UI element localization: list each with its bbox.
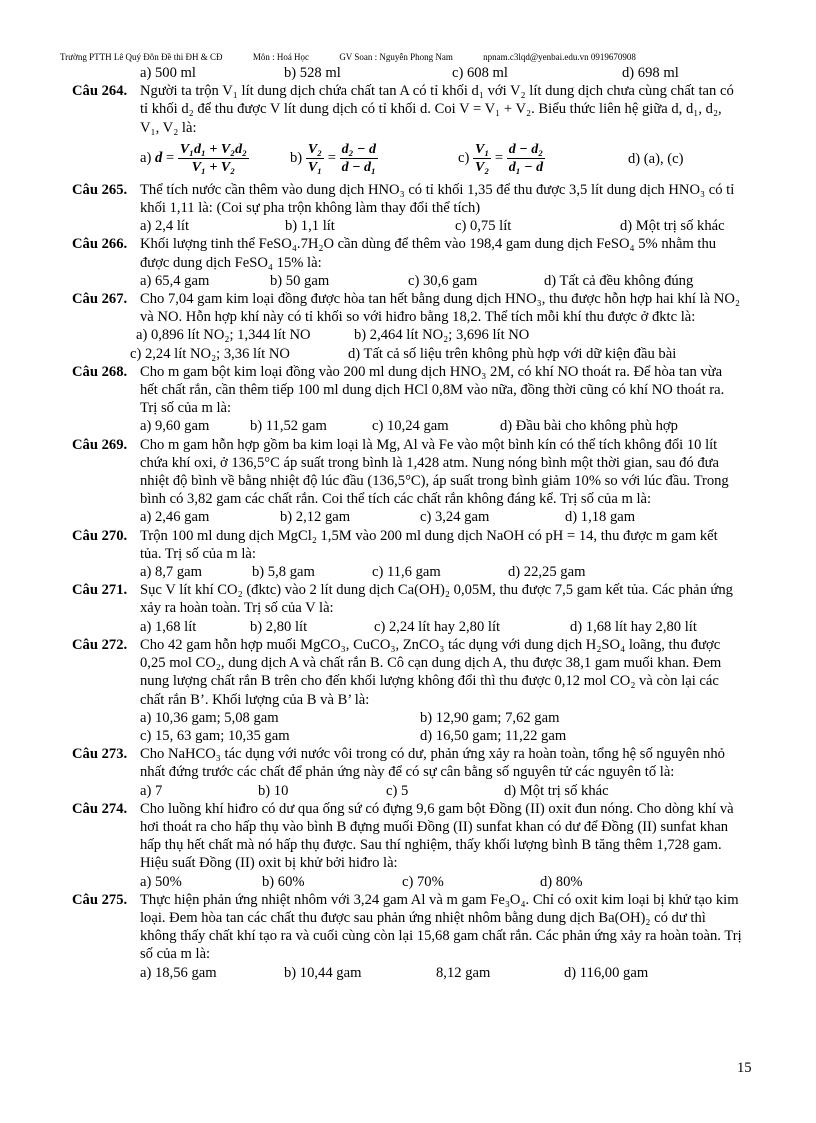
option-a: a) 0,896 lít NO₂; 1,344 lít NO (136, 327, 311, 344)
question-number: Câu 272. (72, 636, 128, 653)
option-d: d) Tất cả số liệu trên không phù hợp với dữ kiện đầu bài (348, 345, 677, 362)
question-number: Câu 274. (72, 800, 128, 817)
option: a) 500 ml (140, 65, 196, 81)
option: b) 2,12 gam (280, 509, 351, 526)
option: a) 9,60 gam (140, 418, 210, 435)
question-text: Cho m gam bột kim loại đồng vào 200 ml dung dịch HNO₃ 2M, có khí NO thoát ra. Để hòa tan vừa hết chất rắn, cần thêm tiếp 100 ml dung dịch HCl 0,8M vào nữa, đồng thời cũng có khí NO thoát ra. Trị số của m là: (140, 363, 725, 417)
question-267 (72, 290, 742, 326)
options-row (140, 137, 742, 181)
option: b) 11,52 gam (250, 418, 327, 435)
option: d) 1,18 gam (565, 509, 636, 526)
option-b: b) 2,464 lít NO₂; 3,696 lít NO (354, 327, 530, 344)
question-273 (72, 745, 742, 800)
question-number: Câu 268. (72, 363, 128, 380)
option-c: c) 15, 63 gam; 10,35 gam (140, 727, 290, 744)
option: d) 22,25 gam (508, 564, 586, 581)
option: b) 10,44 gam (284, 964, 362, 981)
options-row (140, 727, 742, 745)
option: a) 50% (140, 873, 182, 890)
question-text: Cho luồng khí hiđro có dư qua ống sứ có đựng 9,6 gam bột Đồng (II) oxit đun nóng. Cho dòng khí và hơi thoát ra cho hấp thụ vào bình B đựng muối Đồng (II) sunfat khan có dư để Đồng (II) sunfat khan hấp thụ hết chất mà nó hấp thụ được. Sau thí nghiệm, thấy khối lượng bình B tăng thêm 1,728 gam. Hiệu suất Đồng (II) oxit bị khử bởi hiđro là: (140, 800, 734, 872)
option: a) 2,46 gam (140, 509, 210, 526)
question-268 (72, 363, 742, 436)
question-271 (72, 581, 742, 636)
option-d: d) (a), (c) (628, 150, 684, 167)
option: c) 3,24 gam (420, 509, 490, 526)
option: b) 5,8 gam (252, 564, 315, 581)
options-row (140, 64, 742, 82)
option: b) 10 (258, 782, 289, 799)
header-contact: npnam.c3lqd@yenbai.edu.vn 0919670908 (483, 52, 636, 62)
question-number: Câu 267. (72, 291, 128, 308)
question-text: Khối lượng tinh thể FeSO₄.7H₂O cần dùng để thêm vào 198,4 gam dung dịch FeSO₄ 5% nhằm thu được dung dịch FeSO₄ 15% là: (140, 236, 717, 271)
options-row (130, 345, 742, 363)
question-text: Thực hiện phản ứng nhiệt nhôm với 3,24 gam Al và m gam Fe₃O₄. Chỉ có oxit kim loại bị khử tạo kim loại. Đem hòa tan các chất thu được sau phản ứng nhiệt nhôm bằng dung dịch Ba(OH)₂ có dư thì không thấy chất khí tạo ra và cuối cùng còn lại 15,68 gam chất rắn. Các phản ứng xảy ra hoàn toàn. Trị số của m là: (140, 891, 742, 963)
question-272 (72, 636, 742, 745)
question-265 (72, 181, 742, 236)
option: b) 50 gam (270, 272, 330, 289)
option: d) Đầu bài cho không phù hợp (500, 418, 678, 435)
options-row (140, 782, 742, 800)
question-270 (72, 527, 742, 582)
question-number: Câu 273. (72, 746, 128, 763)
options-row (140, 563, 742, 581)
question-text: Sục V lít khí CO₂ (đktc) vào 2 lít dung dịch Ca(OH)₂ 0,05M, thu được 7,5 gam kết tủa. Các phản ứng xảy ra hoàn toàn. Trị số của V là: (140, 582, 733, 617)
header-school: Trường PTTH Lê Quý Đôn Đề thi ĐH & CĐ (60, 52, 223, 62)
options-row (136, 326, 742, 344)
option: c) 5 (386, 782, 409, 799)
option: c) 30,6 gam (408, 272, 478, 289)
question-text: Thể tích nước cần thêm vào dung dịch HNO₃ có tỉ khối 1,35 để thu được 3,5 lít dung dịch HNO₃ có tỉ khối 1,11 là: (Coi sự pha trộn không làm thay đổi thể tích) (140, 181, 735, 217)
question-269 (72, 436, 742, 527)
option: a) 18,56 gam (140, 964, 217, 981)
option: c) 0,75 lít (455, 218, 512, 235)
header-author: GV Soan : Nguyễn Phong Nam (339, 52, 453, 62)
question-text: Trộn 100 ml dung dịch MgCl₂ 1,5M vào 200 ml dung dịch NaOH có pH = 14, thu được m gam kết tủa. Trị số của m là: (140, 527, 718, 562)
option: b) 1,1 lít (285, 218, 335, 235)
option: d) 1,68 lít hay 2,80 lít (570, 618, 697, 635)
page-header (60, 52, 760, 62)
header-subject: Môn : Hoá Học (252, 52, 310, 62)
option: d) 116,00 gam (564, 964, 649, 981)
option: b) 2,80 lít (250, 618, 308, 635)
option: d) Tất cả đều không đúng (544, 272, 694, 289)
option: 8,12 gam (436, 964, 491, 981)
option-a: a) d = $\frac{\text{V₁d₁ + V₂d₂}}{\text{V₁ + V₂}}$ (140, 142, 248, 176)
question-list (72, 64, 742, 982)
options-row (140, 618, 742, 636)
question-274 (72, 800, 742, 891)
option: b) 60% (262, 873, 305, 890)
question-text: Cho m gam hỗn hợp gồm ba kim loại là Mg, Al và Fe vào một bình kín có thể tích không đổi 10 lít chứa khí oxi, ở 136,5°C áp suất trong bình là 1,428 atm. Nung nóng bình một thời gian, sau đó đưa nhiệt độ bình về bằng nhiệt độ lúc đầu (136,5°C), áp suất trong bình giảm 10% so với lúc đầu. Trong bình có 3,82 gam các chất rắn. Coi thể tích các chất rắn không đáng kể. Trị số của m là: (140, 436, 729, 508)
question-number: Câu 271. (72, 582, 128, 599)
options-row (140, 272, 742, 290)
option: a) 65,4 gam (140, 272, 210, 289)
option: a) 7 (140, 782, 163, 799)
option-c: c) $\frac{\text{V₁}}{\text{V₂}}$ = $\frac{\text{d − d₂}}{\text{d₁ − d}}$ (458, 142, 544, 176)
formula-a: $\frac{\text{V₁d₁ + V₂d₂}}{\text{V₁ + V₂}}$ (179, 142, 248, 176)
question-number: Câu 275. (72, 891, 128, 908)
question-number: Câu 265. (72, 181, 128, 198)
option: c) 2,24 lít hay 2,80 lít (374, 618, 501, 635)
options-row (140, 417, 742, 435)
option-d: d) 16,50 gam; 11,22 gam (420, 727, 567, 744)
question-number: Câu 264. (72, 83, 128, 100)
question-text: Cho 7,04 gam kim loại đồng được hòa tan hết bằng dung dịch HNO₃, thu được hỗn hợp hai khí là NO₂ và NO. Hỗn hợp khí này có tỉ khối so với hiđro bằng 18,2. Thể tích mỗi khí thu được ở đktc là: (140, 291, 740, 326)
option: a) 8,7 gam (140, 564, 203, 581)
option-c: c) 2,24 lít NO₂; 3,36 lít NO (130, 345, 290, 362)
option: d) 80% (540, 873, 583, 890)
options-row (140, 964, 742, 982)
option: d) 698 ml (622, 65, 679, 81)
option: c) 70% (402, 873, 444, 890)
options-row (140, 508, 742, 526)
question-text: Người ta trộn V₁ lít dung dịch chứa chất tan A có tỉ khối d₁ với V₂ lít dung dịch chưa cùng chất tan có tỉ khối d₂ để thu được V lít dung dịch có tỉ khối d. Coi V = V₁ + V₂. Biểu thức liên hệ giữa d, d₁, d₂, V₁, V₂ là: (140, 83, 734, 136)
option: a) 1,68 lít (140, 618, 197, 635)
page-number: 15 (737, 1060, 752, 1076)
options-row (140, 709, 742, 727)
options-row (140, 873, 742, 891)
question-275 (72, 891, 742, 982)
option: c) 11,6 gam (372, 564, 441, 581)
option-b: b) $\frac{\text{V₂}}{\text{V₁}}$ = $\frac{\text{d₂ − d}}{\text{d − d₁}}$ (290, 142, 376, 176)
question-number: Câu 270. (72, 527, 128, 544)
options-row (140, 217, 742, 235)
option-a: a) 10,36 gam; 5,08 gam (140, 709, 279, 726)
question-text: Cho NaHCO₃ tác dụng với nước vôi trong có dư, phản ứng xảy ra hoàn toàn, tổng hệ số nguyên nhỏ nhất đứng trước các chất để phản ứng này để có sự cân bằng số nguyên tử các nguyên tố là: (140, 746, 725, 781)
option: a) 2,4 lít (140, 218, 190, 235)
question-266 (72, 235, 742, 290)
option: c) 10,24 gam (372, 418, 449, 435)
option: d) Một trị số khác (504, 782, 609, 799)
option: d) Một trị số khác (620, 218, 725, 235)
question-number: Câu 266. (72, 236, 128, 253)
question-number: Câu 269. (72, 436, 128, 453)
option: c) 608 ml (452, 65, 508, 81)
option: b) 528 ml (284, 65, 341, 81)
question-text: Cho 42 gam hỗn hợp muối MgCO₃, CuCO₃, ZnCO₃ tác dụng với dung dịch H₂SO₄ loãng, thu được 0,25 mol CO₂, dung dịch A và chất rắn B. Cô cạn dung dịch A, thu được 38,1 gam muối khan. Đem nung lượng chất rắn B trên cho đến khối lượng không đổi thì thu được 0,12 mol CO₂ và còn lại các chất rắn B’. Khối lượng của B và B’ là: (140, 636, 722, 708)
option-b: b) 12,90 gam; 7,62 gam (420, 709, 560, 726)
question-264 (72, 82, 742, 181)
